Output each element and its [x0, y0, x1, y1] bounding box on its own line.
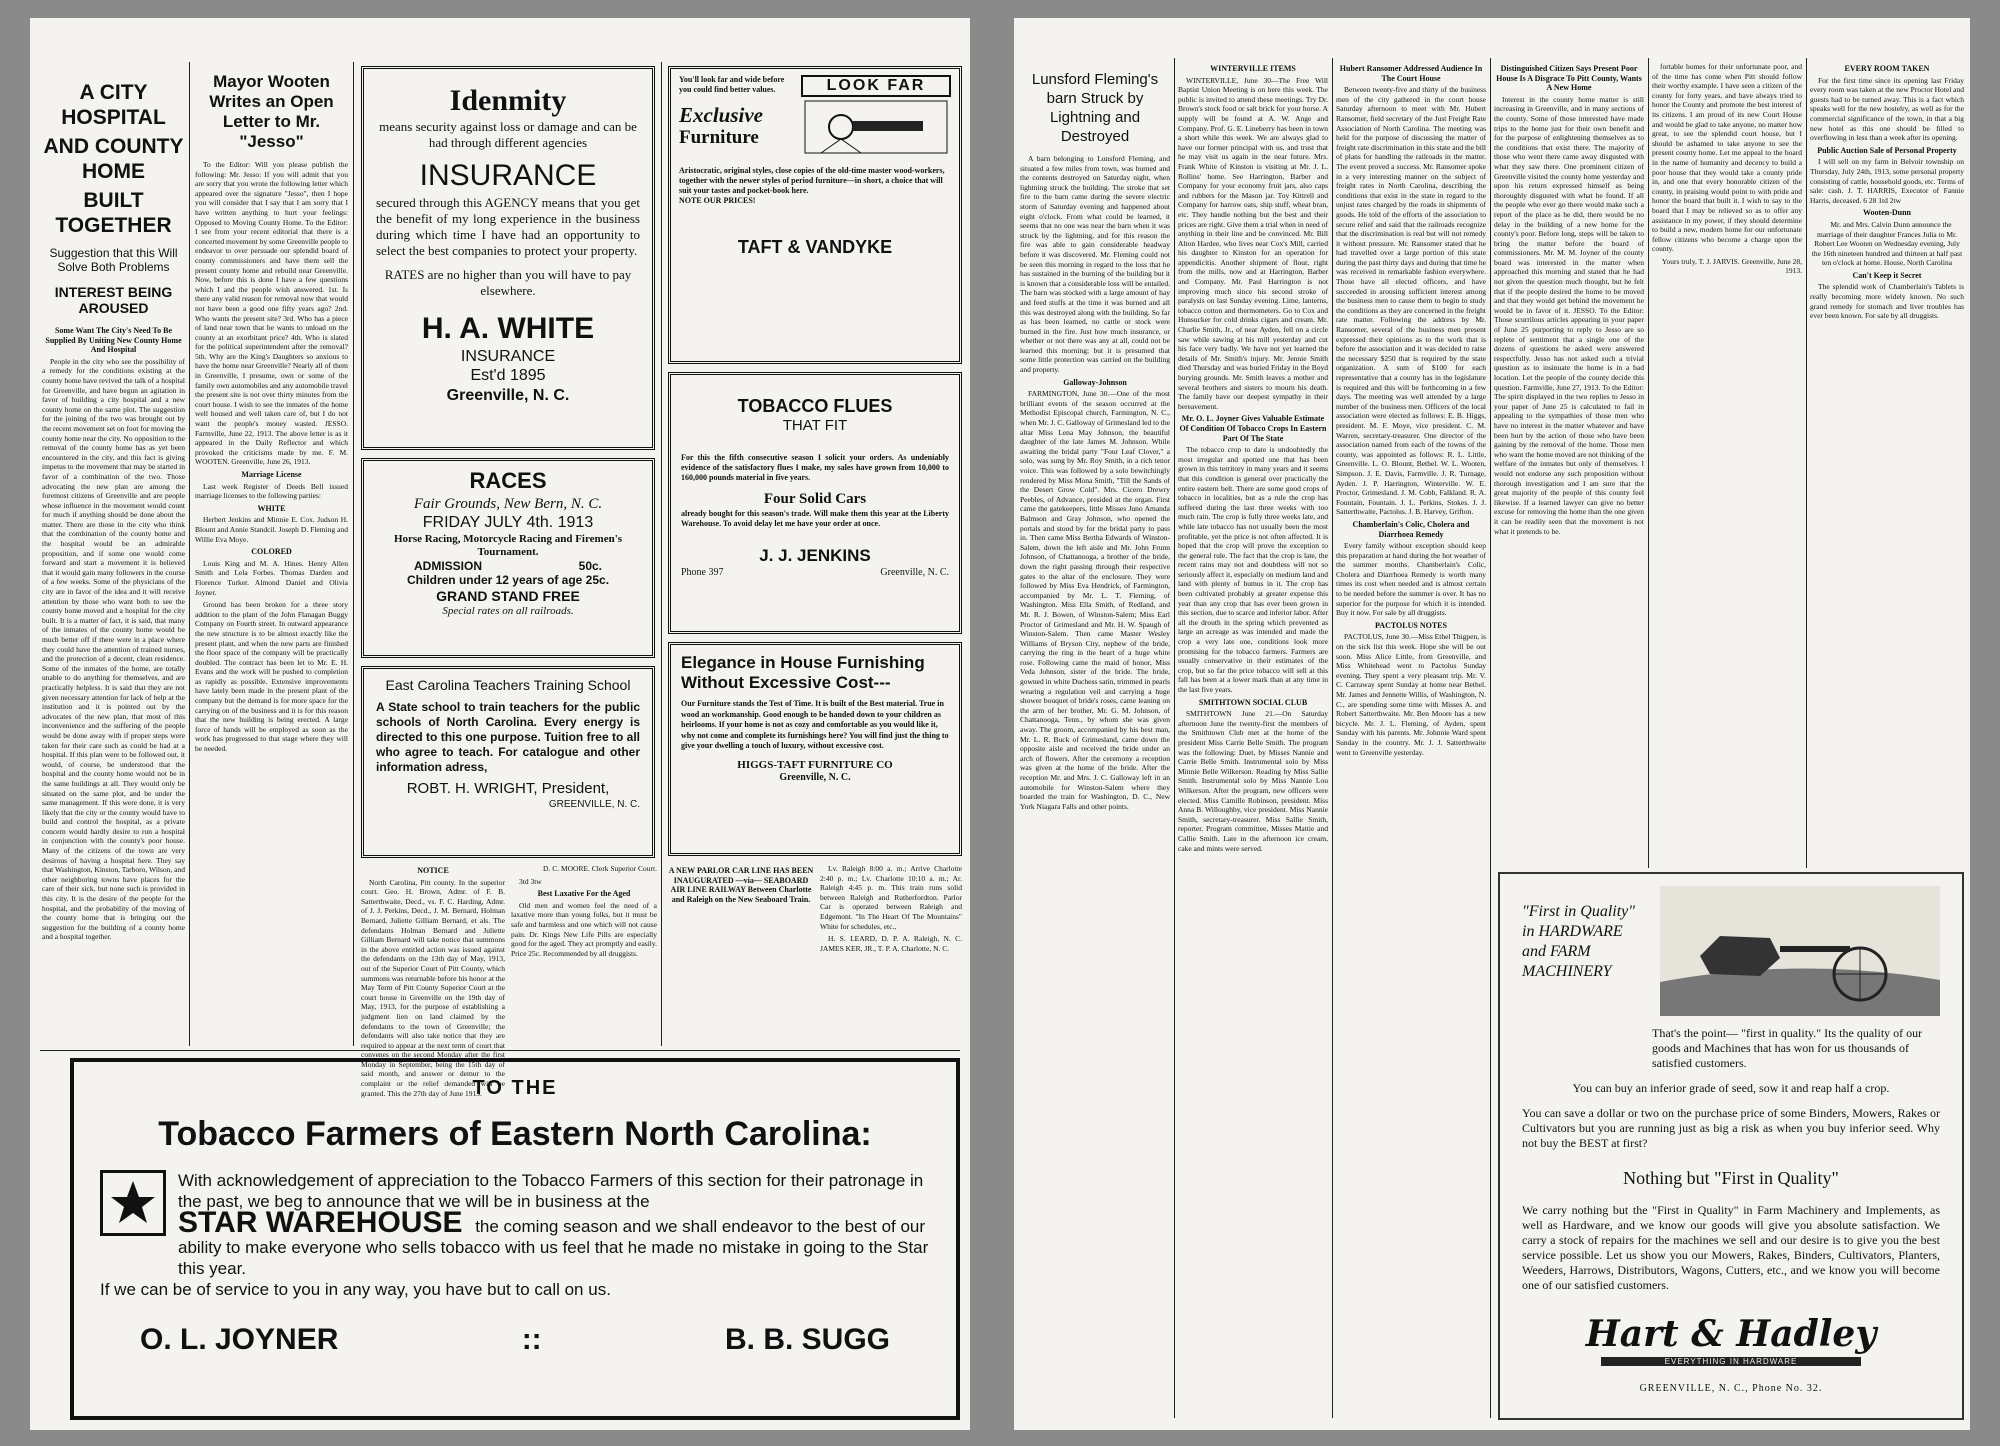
races-ad-title: RACES	[469, 468, 547, 493]
hart-ad-logo	[1522, 1313, 1940, 1366]
every-room-head: EVERY ROOM TAKEN	[1844, 64, 1930, 73]
insurance-ad-rates: RATES are no higher than you will have to pay elsewhere.	[384, 267, 632, 298]
hart-ad-quote-block	[1522, 886, 1650, 1016]
column-rule	[1174, 58, 1175, 1418]
fleming-body: A barn belonging to Lunsford Fleming, and situated a few miles from town, was burned and the contents destroyed on Saturday night, when lightning struck the building. The stroke that set fire to the barn came during the severe electric storm of Saturday evening and happened about eight o'clock. From what could be learned, it seems that no one was near the barn when it was struck by the lightning, and for this reason the fire was able to gain considerable headway before it was discovered. Mr. Fleming could not be seen this morning in regard to the loss that he has sustained in the burning of the building but it is known that a considerable loss will be entailed. The barn was stocked with a large amount of hay and feed stuffs at the time it was burned and all this was destroyed along with the building. So far as has been learned, no cattle or stock were burned in the fire. Just how much insurance, or whether or not there was any at all, could not be learned this morning; but it is presumed that some little protection was carried on the building and property.	[1020, 154, 1170, 375]
star-ad-joyner: O. L. JOYNER	[140, 1323, 339, 1356]
taft-ad-intro: You'll look far and wide before you could find better values.	[679, 75, 785, 94]
column-rule	[1490, 58, 1491, 1418]
hart-ad-banner: EVERYTHING IN HARDWARE	[1601, 1357, 1861, 1366]
smithtown-head: SMITHTOWN SOCIAL CLUB	[1198, 697, 1308, 707]
jenkins-ad-title: TOBACCO FLUES	[737, 396, 893, 416]
ransomer-body: Between twenty-five and thirty of the business men of the city gathered in the court house Saturday afternoon to meet with Mr. Hubert Ransomer, field secretary of the Just Freight Rate Association of North Carolina. The meeting was held for the purpose of discussing the matter of freight rate discrimination in this state and the bill of plans for handling the railroads in the matter. The event proved a success. Mr. Ransomer spoke in a very interesting manner on the subject of freight rates in North Carolina, describing the conditions that exist in the state in regard to the unjust rates charged by the roads in shipments of goods. He told of the efforts of the association to secure relief and said that the railroads recognize that the discrimination is real but will not remedy it without pressure. Mr. Ransomer stated that he had travelled over a large portion of this state during the past thirty days and during that time he was received in remarkable fashion everywhere. Those have all elected officers, and have succeeded in arousing sufficient interest among the business men to cause them to begin to study the conditions as they are concerned in the freight rate matter. Following the address by Mr. Ransomer, several of the business men present expressed their opinions as to the work that is before the association and it was decided to raise the necessary $250 that is required by the state organization. A sum of $100 for each representative that a county has in the legislature is required and this will be forthcoming in a few days. The meeting was well attended by a large number of the business men. Officers of the local association were elected as follows: E. B. Higgs, president. M. F. Moye, vice president. C. M. Warren, secretary-treasurer. One director of the association named from each of the towns of the county, was appointed as follows: R. L. Little, Greenville. L. O. Blount, Bethel. W. L. Wooten, Simpson. J. E. Davis, Farmville. J. R. Turnage, Ayden. J. P. Harrington, Winterville. W. E. Proctor, Grimesland. J. M. Cobb, Falkland. R. A. Fountain, Fountain. J. L. Perkins, Stokes. J. J. Satterthwaite, Pactolus. J. B. Harvey, Grifton.	[1336, 85, 1486, 517]
chamberlain-body: Every family without exception should keep this preparation at hand during the hot weather of the summer months. Chamberlain's Colic, Cholera and Diarrhoea Remedy is worth many times its cost when needed and is almost certain to be needed before the summer is over. It has no superior for the purpose for which it is intended. Buy it now. For sale by all druggists.	[1336, 541, 1486, 618]
star-ad-text	[178, 1170, 930, 1279]
star-ad-text1: With acknowledgement of appreciation to the Tobacco Farmers of this section for their patronage in the past, we beg to announce that we will be in business at the	[178, 1171, 924, 1211]
races-ad-admission-row	[374, 559, 642, 573]
hart-ad-logo-text: Hart & Hadley	[1585, 1313, 1877, 1355]
hart-ad-carry: We carry nothing but the "First in Quality" in Farm Machinery and Implements, as well as Hardware, and we know our goods will give you absolute satisfaction. We carry a stock of repairs for the machines we sell and our desire is to give you the best service possible. Let us show you our Mowers, Rakes, Binders, Cultivators, Planters, Weeders, Harrows, Distributors, Wagons, Cutters, etc., and we know you will become one of our satisfied customers.	[1522, 1203, 1940, 1292]
jarvis-body: fortable homes for their unfortunate poor, and of the time has come when Pitt should follow their worthy example. I have seen a citizen of the county for forty years, and have always tried to honor the County and promote the best interest of its citizens. I am proud of its new Court House and would be glad to take anyone, no matter how great, to see the splendid court house, but I should be ashamed to take anyone to see the present county home. Let me appeal to the board in the name of humanity and decency to build a poor house that they would take a county pride in, and one that every honorable citizen of the county, in praising would point to with pride and honor the board that built it. I wish to say to the board that I may be relieved so as to offer any assistance in my power, if they should determine to build a new, modern home for our unfortunate fellow citizens who become a charge upon the county.	[1652, 62, 1802, 254]
column-rule	[1332, 58, 1333, 1418]
notice-date: 3td 3tw	[519, 876, 542, 886]
insurance-ad-line2: means security against loss or damage and can be had through different agencies	[379, 119, 637, 150]
taft-ad-left	[679, 75, 795, 162]
winterville-body: WINTERVILLE, June 30—The Free Will Baptist Union Meeting is on here this week. The public is invited to attend these meetings. Try Dr. Brown's stock food or salt brick for your horse. A supply will be found at A. W. Ange and Company. Prof. G. E. Lineberry has been in town a short while this week. We are always glad to have our former principal with us, and trust that he may visit us again in the near future. Mrs. Frank White of Kinston is visiting at Mr. J. L. Rollins' home. See Harrington, Barber and Company for your economy fruit jars, also caps and rubbers for the Mason jar. Toy Kittrell and Company for harrow oats, ship stuff, wheat bran, etc. They handle nothing but the best and their prices are right. Give them a trial when in need of anything in their line and be convinced. Mr. Bill Alton Hardee, who lives near Cox's Mill, carried his daughter to Kinston for an operation for appendicitis. Another shipment of flour, right from the mills, now and at Harrington, Barber and Company. Mr. Paul Harrington is not improving much since his second stroke of paralysis on last Sunday evening. Lime, lanterns, tobacco cotton and thermometers. Go to Cox and Hunsucker for cold drinks cigars and cream. Mr. Charlie Smith, Jr., of near Ayden, fell on a circle saw while sawing at his mill yesterday and cut his face very badly. We have not yet learned the details of Mr. Smith's injury. Mr. Jennie Smith died Thursday and was buried Friday in the Boyd burying grounds. Mr. Smith leaves a mother and several brothers and sisters to mourn his death. The family have our deepest sympathy in their bereavement.	[1178, 75, 1328, 411]
teachers-ad-title: East Carolina Teachers Training School	[385, 677, 631, 693]
hospital-body: People in the city who see the possibility of a remedy for the conditions existing at the county home have revived the talk of a hospital for Greenville, and have begun an agitation in favor of building a city hospital and a new county home on the same plot. The suggestion for the joining of the two was brought out by the recent movement set on foot for moving the county home near the city. No opposition to the removal of the county home has as yet been encountered in the city, and this fact is giving impetus to the movement that may be started in favor of a combination of the two. Those advocating the new plan are among the foremost citizens of Greenville and are people whose influence in the movement would count for much if anything should be done about the matter. There are those in the city who think that the combination of the county home and the hospital would be an admirable proposition, and if some one would come forward and start a movement it is believed that it would gain many followers in the course of a few weeks. Some of the physicians of the city are in favor of the idea and it will receive attention by those who want both to see the county home moved and a hospital for the city built. It is a matter of fact, it is said, that many of the inmates of the county home would be much better off if there were in a place where they could have the attention of trained nurses, and the protection of a decent, clean residence. Some of the inmates of the home, are totally unable to do anything for themselves, and are practically helpless. It is said that they are not given necessary attention for lack of help at the institution and it is pointed out by the advocates of the new plan, that most of this inconvenience and the suffering of the people would be done away with if proper steps were taken for their care such as could be had at a hospital. If this plan were to be followed out, it would, of course, be understood that the hospital and the county home would not be in the same buildings at all. They would only be situated on the same plot, and be under the same management. If this were done, it is very likely that the city or the county would have to build and control the hospital, as a private concern would hardly desire to run a hospital in conjunction with the county's poor house. Many of the citizens of the town are very desirous of having a hospital here. They say that Washington, Kinston, Tarboro, Wilson, and other neighboring towns have places for the care of their sick, but none such is provided in this city. It is the desire of the people for the hospital, and the probability of the moving of the county home that is bringing out the suggestion for the building of a county home and a hospital together.	[42, 356, 185, 942]
column-rule	[189, 62, 190, 1046]
races-ad-rates: Special rates on all railroads.	[442, 605, 574, 617]
every-room-body: For the first time since its opening last Friday every room was taken at the new Proctor Hotel and guests had to be turned away. This is a fact which speaks well for the new hostelry, as well as for the commercial significance of the town, in that a big new hotel as this one should be filled to overflowing in less than a week after its opening.	[1810, 75, 1964, 143]
insurance-ad-place: Greenville, N. C.	[446, 387, 570, 404]
auction-body: I will sell on my farm in Belvoir township on Thursday, July 24th, 1913, some personal property consisting of cattle, household goods, etc. Terms of sale: cash. J. T. HARRIS, Executor of Fannie Harris, deceased. 6 28 1td 2tw	[1810, 157, 1964, 205]
right-newspaper-page	[1014, 18, 1970, 1430]
taft-vandyke-ad	[668, 66, 962, 364]
jenkins-tobacco-flues-ad	[668, 372, 962, 634]
pactolus-head: PACTOLUS NOTES	[1375, 620, 1447, 630]
star-ad-text3: If we can be of service to you in any way, you have but to call on us.	[100, 1280, 611, 1299]
jenkins-ad-name: J. J. JENKINS	[759, 546, 871, 565]
cant-keep-secret-body: The splendid work of Chamberlain's Tablets is really becoming more widely known. No such grand remedy for stomach and liver troubles has ever been known. For sale by all druggists.	[1810, 282, 1964, 321]
notice-sign: D. C. MOORE. Clerk Superior Court.	[543, 864, 657, 873]
star-ad-headline: Tobacco Farmers of Eastern North Carolina:	[158, 1115, 872, 1153]
galloway-head: Galloway-Johnson	[1063, 377, 1127, 387]
chamberlain-head: Chamberlain's Colic, Cholera and Diarrhoea Remedy	[1352, 519, 1470, 539]
hospital-headline-2: AND COUNTY HOME	[43, 135, 184, 183]
taft-ad-name: TAFT & VANDYKE	[737, 237, 893, 257]
poorhouse-continued	[1652, 62, 1802, 866]
taft-ad-top	[679, 75, 951, 162]
higgs-ad-body: Our Furniture stands the Test of Time. It is built of the Best material. True in wood an workmanship. Good enough to be handed down to your children as heirlooms. If your home is not as cozy and comfortable as you would like it, why not come and complete its furnishings here? You will find just the thing to give your dwelling a touch of luxury, without excessive cost.	[681, 699, 949, 750]
hospital-deck: Some Want The City's Need To Be Supplied By Uniting New County Home And Hospital	[45, 326, 182, 355]
taft-ad-exclusive: Exclusive	[679, 103, 763, 127]
insurance-ad-idenmity: Idenmity	[449, 84, 567, 117]
taft-ad-body: Aristocratic, original styles, close copies of the old-time master wood-workers, together with the newer styles of period furniture—in short, a choice that will suit your tastes and pocket-book here.	[679, 166, 945, 195]
license-white-label: WHITE	[257, 503, 286, 513]
teachers-ad-place: GREENVILLE, N. C.	[548, 799, 640, 810]
hart-ad-quote1: "First in Quality"	[1522, 903, 1635, 920]
insurance-ad-insurance: INSURANCE	[419, 159, 597, 192]
smithtown-body: SMITHTOWN June 21.—On Saturday afternoon June the twenty-first the members of the Smithtown Club met at the home of the president Miss Carrie Belle Smith. The program was the following: Duet, by Misses Nannie and Carrie Belle Smith. Instrumental solo by Miss Minnie Belle Wilkerson. Reading by Miss Sallie Smith. Instrumental solo by Miss Nannie Lou Wilkerson. After the program, new officers were elected. Miss Camille Robinson, president. Miss Anna B. Willoughby, vice president. Miss Nannie Smith, secretary-treasurer. Miss Sallie Smith, reporter. Program committee, Misses Mattie and Callie Smith. Late in the afternoon ice cream, cake and mints were served.	[1178, 709, 1328, 853]
hart-ad-point: That's the point— "first in quality." Its the quality of our goods and Machines that has won for us thousands of satisfied customers.	[1652, 1026, 1923, 1070]
hospital-headline-3: BUILT TOGETHER	[55, 189, 172, 237]
jenkins-ad-phone: Phone 397	[681, 567, 724, 578]
star-ad-signature	[100, 1323, 930, 1357]
jenkins-ad-body: For this the fifth consecutive season I solicit your orders. As undeniably evidence of the satisfactory flues I make, my sales have grown from 10,000 to 160,000 pounds material in five years.	[681, 453, 949, 482]
wooten-headline: Mayor Wooten Writes an Open Letter to Mr. "Jesso"	[209, 72, 334, 151]
license-colored-label: COLORED	[251, 547, 292, 557]
laxative-head: Best Laxative For the Aged	[537, 889, 631, 899]
insurance-ad-est: Est'd 1895	[470, 367, 546, 384]
notice-legal	[361, 864, 505, 1098]
left-newspaper-page	[30, 18, 970, 1430]
jarvis-sign: Yours truly, T. J. JARVIS. Greenville, June 28, 1913.	[1661, 256, 1802, 276]
races-ad-place: Fair Grounds, New Bern, N. C.	[413, 496, 603, 512]
winterville-head: WINTERVILLE ITEMS	[1210, 64, 1296, 73]
hart-ad-nothing: Nothing but "First in Quality"	[1623, 1168, 1839, 1188]
ransomer-head: Hubert Ransomer Addressed Audience In The Court House	[1339, 64, 1483, 83]
taft-ad-look-far: LOOK FAR	[801, 75, 951, 97]
column-rule	[1806, 58, 1807, 868]
hart-ad-top	[1522, 886, 1940, 1016]
races-ad-date: FRIDAY JULY 4th. 1913	[422, 514, 594, 531]
higgs-taft-furniture-ad	[668, 642, 962, 856]
column-rule	[1648, 58, 1649, 868]
star-ad-warehouse: STAR WAREHOUSE	[178, 1206, 463, 1239]
star-ad-sugg: B. B. SUGG	[724, 1323, 890, 1356]
jenkins-ad-cars: Four Solid Cars	[763, 491, 867, 507]
higgs-ad-name: HIGGS-TAFT FURNITURE CO	[737, 758, 893, 771]
races-ad-grandstand: GRAND STAND FREE	[436, 588, 580, 604]
star-warehouse-ad	[70, 1058, 960, 1420]
poorhouse-head: Distinguished Citizen Says Present Poor House Is A Disgrace To Pitt County, Wants A New Home	[1496, 64, 1642, 93]
auction-head: Public Auction Sale of Personal Property	[1817, 145, 1957, 155]
hart-ad-save: You can save a dollar or two on the purchase price of some Binders, Mowers, Rakes or Cultivators but you are running just as big a risk as when you buy inferior seed. Why not buy the BEST at first?	[1522, 1106, 1940, 1150]
joyner-body: The tobacco crop to date is undoubtedly the most irregular and spotted one that has been grown in this territory in many years and it seems that this condition is general over practically the entire eastern belt. There are some good crops of tobacco in localities, but as a rule the crop has suffered during the last three weeks with too much rain. The crop is fully three weeks late, and while late tobacco has not usually been the most profitable, yet the price is not often affected. It is hoped that the crop will prove the exception to the general rule. The fact that the crop is late, the recent rains may not and doubtless will not so seriously affect it, especially on medium land and land with plenty of humus in it. The crop has been cultivated probably at greater expense this year than any crop that has ever been grown in this section, due to scarce and inferior labor. After all the drouth in the spring which prevented as large an acreage as was intended and made the crop a very late one, conditions look more promising for the tobacco farmers. Farmers are usually conservative in their estimates of the crop, but so far the price tobacco will sell at this fall has been at a lower mark than at any time in the last five years.	[1178, 445, 1328, 694]
jenkins-ad-body2: already bought for this season's trade. Will make them this year at the Liberty Warehouse. To avoid delay let me have your order at once.	[681, 509, 949, 528]
jenkins-ad-footer	[681, 567, 949, 578]
license-head: Marriage License	[241, 470, 302, 479]
star-ad-separator: ::	[521, 1323, 542, 1356]
wooten-body: To the Editor: Will you please publish the following: Mr. Jesso: If you will admit that you are sorry that you wrote the following letter which appeared over the signature "Jesso", then I hope you will consider that I say that I am sorry that I have written anything to hurt your feelings: Opposed to Moving County Home. To the Editor: I see from your recent editorial that there is a concerted movement by some Greenville people to endeavor to over persuade our splendid board of county commissioners and have them sell the present county home and rebuild near Greenville. Now, before this is done I have a few questions which I and the people wish answered. 1st. Is there any valid reason for removal now that would not have been a good one fifty years ago? 2nd. Who wants the present site? 3rd. Who has a piece of land near town that he wants to unload on the county at an exorbitant price? 4th. Who is slated for the political superintendent after the removal? 5th. Why are the King's Daughters so anxious to have the home near Greenville? Nearly all of them in Greenville, I presume, own or some of the family own automobiles and any automobile travel the present site is not over thirty minutes from the court house. I wish to see the inmates of the home well housed and well taken care of, but I do not want the people's money wasted. JESSO. Farmville, June 22, 1913. The above letter is as it appeared in the Daily Reflector and which provoked the criticisms made by me. F. M. WOOTEN. Greenville, June 26, 1913.	[195, 160, 348, 467]
hospital-headline-1: A CITY HOSPITAL	[61, 81, 166, 129]
insurance-ad-body: secured through this AGENCY means that you get the benefit of my long experience in the business during which time I have had an opportunity to select the best companies to protect your property.	[376, 195, 640, 258]
insurance-ad-name: H. A. WHITE	[421, 312, 595, 345]
hart-ad-place: GREENVILLE, N. C., Phone No. 32.	[1639, 1383, 1823, 1394]
teachers-ad-name: ROBT. H. WRIGHT, President,	[406, 780, 610, 797]
jenkins-ad-place: Greenville, N. C.	[880, 567, 949, 578]
star-ad-text2: the coming season and we shall endeavor to the best of our ability to make everyone who sells tobacco with us feel that he made no mistake in going to the Star this year.	[178, 1217, 929, 1278]
taft-ad-furniture: Furniture	[679, 127, 759, 148]
races-ad	[361, 458, 655, 658]
insurance-ad	[361, 66, 655, 450]
notice-head: NOTICE	[417, 866, 449, 875]
laxative-body: Old men and women feel the need of a laxative more than young folks, but it must be safe and harmless and one which will not cause pain. Dr. Kings New Life Pills are especially good for the aged. They act promptly and easily. Price 25c. Recommended by all druggists.	[511, 900, 657, 958]
fleming-headline: Lunsford Fleming's barn Struck by Lightning and Destroyed	[1031, 71, 1159, 145]
higgs-ad-title: Elegance in House Furnishing Without Excessive Cost---	[681, 653, 925, 692]
higgs-ad-place: Greenville, N. C.	[779, 771, 851, 783]
cant-keep-secret-head: Can't Keep it Secret	[1852, 270, 1922, 280]
taft-ad-note: NOTE OUR PRICES!	[679, 196, 756, 205]
poorhouse-body: Interest in the county home matter is still increasing in Greenville, and in many sections of the county. Some of those interested have made trips to the home just for their own benefit and for the purpose of enlightening themselves as to the conditions that exist there. The majority of those who went there came away disgusted with what they saw there. One prominent citizen of Greenville visited the county home yesterday and upon his return expressed himself as being thoroughly disgusted with what he found. If all the people who ever go there would make such a report of the place as he did, there would be no delay in the building of a new home for the county's poor. Before long, steps will be taken to bring the matter before the board of commissioners. Mr. M. M. Joyner of the county board was interested in the matter when approached this morning and stated that he had not given the question much thought, but he felt that if the people desired the home to be moved and that they would get behind the movement he would be in favor of it. JESSO. To the Editor: Those scurrilous articles appearing in your paper of June 25 purporting to reply to Jesso are so replete of sentiment that a single one of the dozens of questions he asked were answered respectfully. Jesso has not asked such a trivial question as to insinuate the home is in a bad location. Let the people of the county decide this question. Farmville, June 27, 1913. To the Editor: The spirit displayed in the two replies to Jesso in your paper of June 25 is calculated to fail in appealing to the sympathies of those men who have no interest in the matter whatever and have been hurt by the action of those who have been gaining by the removal of the home. Those men who want the home moved are not thinking of the welfare of the inmates but only of themselves. I would not endorse any such proposition without thorough investigation and I am sure that the great majority of the people of this county feel likewise. If a learned lawyer can give no better excuse for removing the home than the one given it can be readily seen that the movement is not what it pretends to be.	[1494, 94, 1644, 536]
railway-schedule	[820, 864, 962, 1044]
license-intro: Last week Register of Deeds Bell issued marriage licenses to the following parties:	[195, 481, 348, 501]
hart-hadley-ad	[1498, 872, 1964, 1420]
teachers-school-ad	[361, 666, 655, 858]
star-icon	[100, 1170, 166, 1236]
joyner-head: Mr. O. L. Joyner Gives Valuable Estimate Of Condition Of Tobacco Crops In Eastern Part Of The State	[1179, 414, 1327, 443]
winterville-article	[1178, 62, 1328, 1418]
factory-item: Ground has been broken for a three story addition to the plant of the John Flanagan Buggy Company on Fourth street. In outward appearance the new structure is to be almost exactly like the present plant, and when the new parts are finished the floor space of the company will be practically doubled. The contract has been let to Mr. E. H. Evans and the work will be pushed to completion as rapidly as possible. Extensive improvements have lately been made in the present plant of the company but the demand is for more space for the carrying on of the business and it is for this reason that the new building is being erected. A large force of hands will be employed as soon as the work has progressed to that stage where they will be needed.	[195, 600, 348, 754]
races-ad-admission-label: ADMISSION	[414, 559, 483, 573]
wooten-dunn-body: Mr. and Mrs. Calvin Dunn announce the marriage of their daughter Frances Julia to Mr. Robert Lee Wooten on Wednesday evening, July the 16th nineteen hundred and thirteen at half past ten o'clock at home. House, North Carolina	[1811, 219, 1963, 268]
races-ad-children: Children under 12 years of age 25c.	[406, 573, 610, 587]
star-ad-to-the: TO THE	[472, 1077, 558, 1099]
galloway-body: FARMINGTON, June 30.—One of the most brilliant events of the season occurred at the Methodist Episcopal church, Farmington, N. C., when Mr. J. C. Galloway of Grimesland led to the altar Miss Lena May Johnson, the beautiful daughter of the late James M. Johnson. While awaiting the bridal party "Four Leaf Clover," a solo, was sung by Mr. Roy Smith, in a rich tenor voice. This was followed by a solo bewitchingly rendered by Miss Mona Smith, "Till the Sands of the Desert Grow Cold". Mrs. Cicero Drewry Peebles, of Advance, presided at the organ. First came the gatekeepers, little Misses Juno Amanda Balmson and Gray Johnson, who opened the portals and stood by for the bridal party to pass in. Then came Miss Bertha Edwards of Winston-Salem, down the left aisle and Mr. John Frunn Johnson, of Chattanooga, a brother of the bride, down the right passing through their respective gates to the altar of the enclosure. They were followed by Miss Eva Hendrick, of Farmington, accompanied by Mr. L. T. Fleming, of Washington. Miss Ella Smith, of Redland, and Mr. R. J. Bowen, of Winston-Salem; Miss Earl Proctor of Grimesland and Mr. H. W. Spaugh of Winston-Salem. Then came Master Wesley Williams of Bryson City, nephew of the bride, carrying the ring in the heart of a huge white rose. Following came the maid of honor, Miss Veda Johnson, sister of the bride. The bride, gowned in white Duchess satin, trimmed in pearls wearing a regulation veil and carrying a huge shower bouquet of bride's roses, came leaning on the arm of her brother, Mr. G. M. Johnson, of Chattanooga, Tenn., by whom she was given away. The groom, accompanied by his best man, Mr. L. R. Buck of Grimesland, came down the opposite aisle and received the bride under an arch of flowers. After the ceremony a reception was given at the home of the bride. After the reception Mr. and Mrs. J. C. Galloway left in an automobile for Winston-Salem where they boarded the train for Washington, D. C., New York Niagara Falls and other points.	[1020, 389, 1170, 811]
railway-notice	[668, 864, 814, 1044]
notice-body: North Carolina, Pitt county. In the superior court. Geo. H. Brown, Admr. of F. B. Satterthwaite, Decd., vs. F. C. Harding, Admr. of J. J. Perkins, Decd., J. M. Bernard, Holman Bernard, Juliette Gilliam Bernard, et als. The defendants Holman Bernard and Juliette Gilliam Bernard will take notice that summons in the above entitled action was issued against the defendants on the 13th day of May, 1913, out of the Superior Court of Pitt County, which summons was returnable before his honor at the May Term of Pitt County Superior Court at the court house in Greenville on the 19th day of May, 1913, for the purpose of establishing a judgment lien on land claimed by the defendants to the town of Greenville; the defendants will also take notice that they are required to appear at the next term of court that convenes on the second Monday after the first Monday in September, being the 15th day of said month, and answer or demur to the complaint or the relief demanded will be granted. This the 27th day of June 1913.	[361, 877, 505, 1098]
notice-continued	[511, 864, 657, 1044]
column-rule	[353, 62, 354, 1046]
insurance-ad-insurance-small: INSURANCE	[460, 348, 556, 365]
license-colored: Louis King and M. A. Hines. Henry Allen Smith and Lela Forbes. Thomas Darden and Florence Turker. Almond Daniel and Olivia Joyner.	[195, 558, 348, 597]
railway-body: Lv. Raleigh 8:00 a. m.; Arrive Charlotte 2:40 p. m.; Lv. Charlotte 10:10 a. m.; Ar. Raleigh 4:45 p. m. This train runs solid between Raleigh and Rutherfordton. Parlor Car is operated between Raleigh and Edgemont. "In The Heart Of The Mountains" White for schedules, etc.,	[820, 864, 962, 931]
license-white: Herbert Jenkins and Minnie E. Cox. Judson H. Blount and Annie Standcil. Joseph D. Fleming and Willie Eva Moye.	[195, 515, 348, 544]
ransomer-article	[1336, 62, 1486, 1418]
poorhouse-article	[1494, 62, 1644, 866]
wooten-dunn-head: Wooten-Dunn	[1862, 208, 1911, 218]
misc-items-column	[1810, 62, 1964, 866]
railway-sign: H. S. LEARD, D. P. A. Raleigh, N. C. JAMES KER, JR., T. P. A. Charlotte, N. C.	[820, 934, 962, 953]
spyglass-illustration-icon	[801, 97, 951, 157]
star-glyph-icon	[109, 1179, 157, 1227]
hospital-subhead: Suggestion that this Will Solve Both Problems	[49, 246, 178, 274]
hospital-interest-head: INTEREST BEING AROUSED	[54, 284, 173, 316]
teachers-ad-body: A State school to train teachers for the public schools of North Carolina. Every energy is directed to this one purpose. Tuition free to all who agree to teach. For catalogue and other information adress,	[376, 700, 640, 774]
farm-machinery-illustration-icon	[1660, 886, 1940, 1016]
hart-ad-quote2: in HARDWARE and FARM MACHINERY	[1522, 923, 1623, 980]
fleming-article	[1020, 62, 1170, 1418]
hospital-article	[42, 66, 185, 1044]
pactolus-body: PACTOLUS, June 30.—Miss Ethel Thigpen, is on the sick list this week. Hope she will be out soon. Miss Alice Little, from Greenville, and Miss Whitehead went to Pactolus Sunday evening. They spent a very pleasant trip. Mr. V. C. Carraway spent Sunday at home near Bethel. Mr. James and Jennette Willis, of Washington, N. C., are spending some time with Misses A. and Robert Satterthwaite. Mr. Ben Moore has a new bicycle. Mr. J. L. Fleming, of Ayden, spent Sunday with his parents. Mr. Johnnie Ward spent Sunday in the country. Mr. J. J. Satterthwaite went to Greenville yesterday.	[1336, 632, 1486, 757]
jenkins-ad-sub: THAT FIT	[782, 417, 848, 434]
taft-ad-illustration	[801, 75, 951, 162]
hart-ad-buy: You can buy an inferior grade of seed, sow it and reap half a crop.	[1572, 1081, 1890, 1095]
railway-head: A NEW PARLOR CAR LINE HAS BEEN INAUGURATED —via— SEABOARD AIR LINE RAILWAY Between Charlotte and Raleigh on the New Seaboard Train.	[668, 866, 814, 904]
column-rule	[661, 62, 662, 1046]
races-ad-admission-price: 50c.	[578, 559, 602, 573]
star-ad-body-row	[100, 1170, 930, 1279]
wooten-article	[195, 66, 348, 1044]
races-ad-events: Horse Racing, Motorcycle Racing and Firemen's Tournament.	[393, 533, 623, 558]
